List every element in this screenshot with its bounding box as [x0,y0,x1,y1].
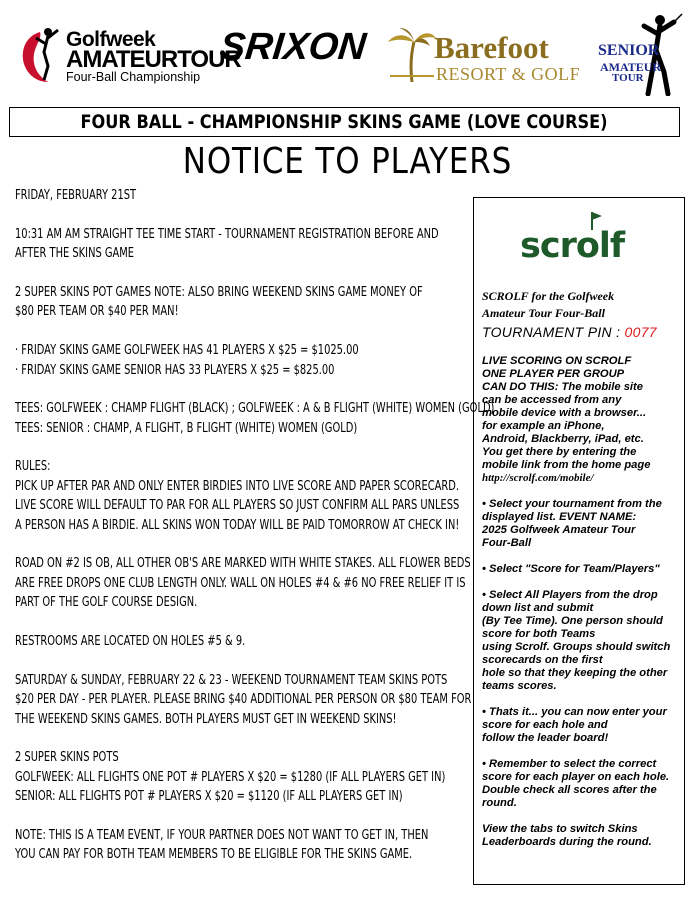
sidebar-bullet-line: Double check all scores after the [482,784,657,796]
barefoot-logo-line1: Barefoot [434,30,549,65]
paragraph-gap [15,535,470,554]
bullet-gap [482,576,682,589]
sidebar-bullet-line: round. [482,797,517,809]
notice-line: PART OF THE GOLF COURSE DESIGN. [15,595,198,611]
scrolf-mobile-link[interactable]: http://scrolf.com/mobile/ [482,472,594,484]
paragraph-gap [15,651,470,670]
sidebar-bullet-line: Leaderboards during the round. [482,836,652,848]
notice-line: $20 PER DAY - PER PLAYER. PLEASE BRING $40 ADDITIONAL PER PERSON OR $80 TEAM FOR [15,692,472,708]
sidebar-intro [482,355,682,472]
sidebar-bullet-line: scorecards on the first [482,654,603,666]
notice-line: 10:31 AM AM STRAIGHT TEE TIME START - TOURNAMENT REGISTRATION BEFORE AND [15,226,439,242]
golfweek-amateur-tour-logo [18,20,241,90]
paragraph-gap [15,322,470,341]
sidebar-intro-line: Android, Blackberry, iPad, etc. [482,433,644,445]
golfweek-logo-line3: Four-Ball Championship [66,70,201,84]
paragraph-gap [15,438,470,457]
srixon-logo: SRIXON [217,26,368,68]
senior-amateur-tour-logo [596,12,686,97]
tournament-pin [482,322,682,342]
sidebar-heading-line2: Amateur Tour Four-Ball [482,306,605,320]
sidebar-bullet-line: score for each player on each hole. [482,771,670,783]
notice-line: 2 SUPER SKINS POT GAMES NOTE: ALSO BRING WEEKEND SKINS GAME MONEY OF [15,284,423,300]
senior-logo-line2: AMATEUR [600,60,662,74]
sidebar-bullet-line: Four-Ball [482,537,532,549]
scrolf-logo [518,210,638,270]
paragraph-gap [15,613,470,632]
golfer-swoosh-icon [18,26,64,86]
sidebar-intro-line: mobile link from the home page [482,459,651,471]
sidebar-bullet-line: score for both Teams [482,628,596,640]
notice-line: TEES: GOLFWEEK : CHAMP FLIGHT (BLACK) ; GOLFWEEK : A & B FLIGHT (WHITE) WOMEN (GOLD) [15,401,495,417]
sidebar-intro-line: mobile device with a browser... [482,407,647,419]
notice-line: SENIOR: ALL FLIGHTS POT # PLAYERS X $20 = $1120 (IF ALL PLAYERS GET IN) [15,789,403,805]
page-title: NOTICE TO PLAYERS [182,141,512,182]
barefoot-resort-logo [386,26,586,86]
senior-logo-line3: TOUR [612,72,644,84]
sidebar-bullet-line: • Select "Score for Team/Players" [482,563,660,575]
sidebar-bullet-line: • Remember to select the correct [482,758,657,770]
sidebar-intro-line: CAN DO THIS: The mobile site [482,381,643,393]
senior-logo-line1: SENIOR [598,42,660,59]
notice-line: FRIDAY, FEBRUARY 21ST [15,188,137,203]
sidebar-bullet-line: displayed list. EVENT NAME: [482,511,637,523]
sidebar-intro-line: can be accessed from any [482,394,622,406]
sidebar-bullet-line: • Select All Players from the drop [482,589,658,601]
notice-line: YOU CAN PAY FOR BOTH TEAM MEMBERS TO BE ELIGIBLE FOR THE SKINS GAME. [15,847,413,863]
sidebar-bullet-line: • Thats it... you can now enter your [482,706,667,718]
notice-line: THE WEEKEND SKINS GAMES. BOTH PLAYERS MUST GET IN WEEKEND SKINS! [15,711,397,727]
event-title: FOUR BALL - CHAMPIONSHIP SKINS GAME (LOVE COURSE) [80,111,609,133]
scrolf-sidebar [473,197,685,885]
sidebar-bullet-line: • Select your tournament from the [482,498,662,510]
golfweek-logo-line1: Golfweek [66,28,156,51]
bullet-gap [482,745,682,758]
sidebar-intro-line: ONE PLAYER PER GROUP [482,368,625,380]
notice-line: · FRIDAY SKINS GAME GOLFWEEK HAS 41 PLAYERS X $25 = $1025.00 [15,343,359,359]
sidebar-heading-line1: SCROLF for the Golfweek [482,289,615,303]
sidebar-bullet-line: down list and submit [482,602,594,614]
sidebar-intro-line: You get there by entering the [482,446,637,458]
sidebar-bullets [482,485,682,849]
notice-line: RESTROOMS ARE LOCATED ON HOLES #5 & 9. [15,633,246,649]
notice-line: · FRIDAY SKINS GAME SENIOR HAS 33 PLAYERS X $25 = $825.00 [15,362,335,378]
notice-line: GOLFWEEK: ALL FLIGHTS ONE POT # PLAYERS X $20 = $1280 (IF ALL PLAYERS GET IN) [15,769,446,785]
palm-tree-icon [386,26,438,82]
paragraph-gap [15,807,470,826]
sidebar-bullet-line: using Scrolf. Groups should switch [482,641,671,653]
golfweek-logo-line2: AMATEURTOUR [66,46,241,73]
event-title-box [9,107,680,137]
bullet-gap [482,693,682,706]
sidebar-bullet-line: 2025 Golfweek Amateur Tour [482,524,636,536]
scrolf-logo-text: scrolf [520,226,625,266]
paragraph-gap [15,205,470,224]
paragraph-gap [15,380,470,399]
notice-line: NOTE: THIS IS A TEAM EVENT, IF YOUR PARTNER DOES NOT WANT TO GET IN, THEN [15,827,429,843]
notice-line: $80 PER TEAM OR $40 PER MAN! [15,304,179,320]
tournament-pin-value: 0077 [624,324,657,340]
barefoot-logo-line2: RESORT & GOLF [436,64,581,84]
notice-line: ARE FREE DROPS ONE CLUB LENGTH ONLY. WALL ON HOLES #4 & #6 NO FREE RELIEF IT IS [15,575,466,591]
notice-line: ROAD ON #2 IS OB, ALL OTHER OB'S ARE MARKED WITH WHITE STAKES. ALL FLOWER BEDS [15,556,471,572]
notice-line: PICK UP AFTER PAR AND ONLY ENTER BIRDIES INTO LIVE SCORE AND PAPER SCORECARD. [15,478,459,494]
sidebar-intro-line: for example an iPhone, [482,420,605,432]
notice-line: LIVE SCORE WILL DEFAULT TO PAR FOR ALL PLAYERS SO JUST CONFIRM ALL PARS UNLESS [15,498,460,514]
sidebar-bullet-line: hole so that they keeping the other [482,667,668,679]
scrolf-instructions [482,288,682,849]
tournament-pin-label: TOURNAMENT PIN : [482,324,625,340]
bullet-gap [482,485,682,498]
notice-body [15,186,495,865]
sponsor-logos [0,0,694,100]
sidebar-bullet-line: score for each hole and [482,719,608,731]
sidebar-intro-line: LIVE SCORING ON SCROLF [482,355,632,367]
notice-line: 2 SUPER SKINS POTS [15,750,119,766]
notice-line: A PERSON HAS A BIRDIE. ALL SKINS WON TODAY WILL BE PAID TOMORROW AT CHECK IN! [15,517,460,533]
sidebar-bullet-line: View the tabs to switch Skins [482,823,638,835]
notice-line: TEES: SENIOR : CHAMP, A FLIGHT, B FLIGHT (WHITE) WOMEN (GOLD) [15,420,358,436]
notice-line: RULES: [15,459,51,475]
notice-line: AFTER THE SKINS GAME [15,246,135,262]
paragraph-gap [15,729,470,748]
notice-line: SATURDAY & SUNDAY, FEBRUARY 22 & 23 - WEEKEND TOURNAMENT TEAM SKINS POTS [15,672,448,688]
bullet-gap [482,810,682,823]
sidebar-bullet-line: follow the leader board! [482,732,609,744]
sidebar-bullet-line: (By Tee Time). One person should [482,615,663,627]
paragraph-gap [15,264,470,283]
bullet-gap [482,550,682,563]
sidebar-bullet-line: teams scores. [482,680,557,692]
notice-heading-wrap [0,141,694,183]
